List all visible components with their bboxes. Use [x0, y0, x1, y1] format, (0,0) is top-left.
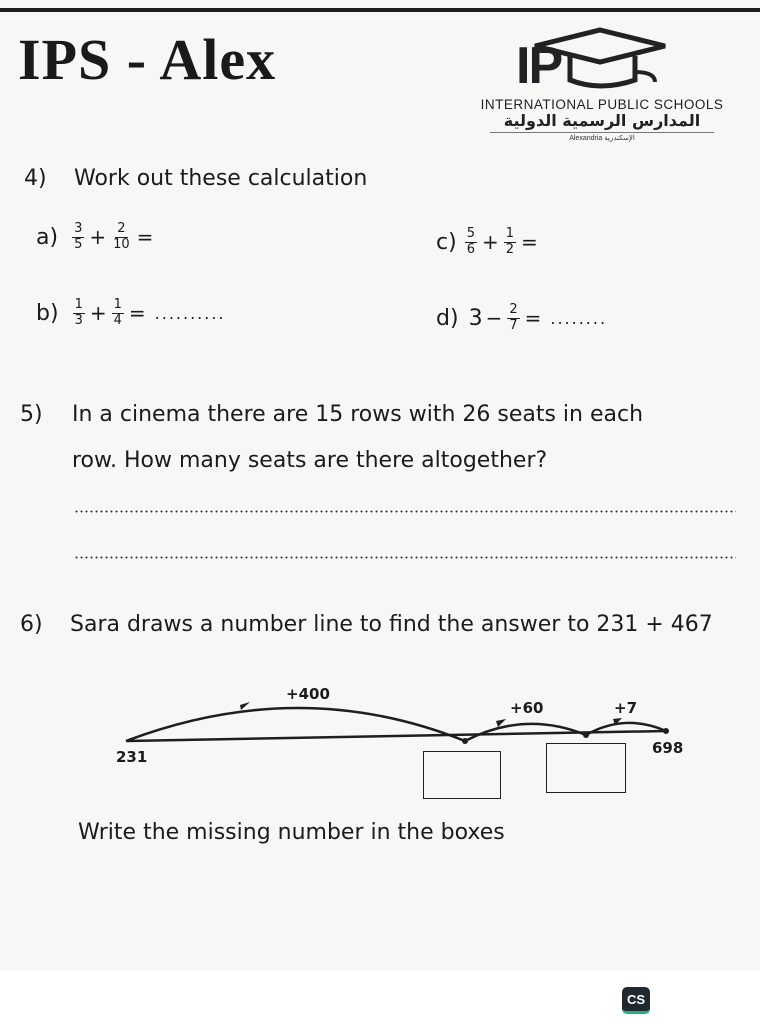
q4d-label: d): [436, 305, 459, 331]
q4b-calculation: [36, 298, 226, 329]
camscanner-badge: CS: [622, 987, 650, 1014]
logo-arabic-name: المدارس الرسمية الدولية: [503, 111, 701, 130]
jump-label-60: +60: [510, 699, 544, 717]
q4c-f2-numerator: 1: [505, 226, 515, 241]
q5-line-2: row. How many seats are there altogether?: [72, 448, 548, 473]
q4b-fraction-1: [73, 298, 85, 329]
q4b-equals: =: [128, 301, 146, 326]
q4d-calculation: [436, 303, 607, 334]
number-line: [100, 675, 720, 815]
q4c-fraction-2: [504, 227, 516, 258]
q5-line-1: In a cinema there are 15 rows with 26 seats in each: [72, 402, 644, 427]
missing-number-box-1[interactable]: [423, 751, 501, 799]
q4a-label: a): [36, 224, 59, 250]
logo-english-name: INTERNATIONAL PUBLIC SCHOOLS: [480, 97, 724, 112]
q4a-f2-denominator: 10: [113, 236, 130, 252]
q4b-fraction-2: [112, 298, 124, 329]
q4c-label: c): [436, 229, 457, 255]
q4c-equals: =: [521, 230, 538, 255]
q4c-fraction-1: [465, 227, 477, 258]
q4b-f2-numerator: 1: [113, 297, 122, 312]
graduation-cap-icon: [450, 22, 750, 100]
q4d-fraction: [507, 303, 519, 334]
point-end: [663, 728, 669, 734]
q4c-answer-field[interactable]: [547, 233, 627, 252]
q4a-calculation: [36, 222, 252, 253]
q4a-answer-field[interactable]: [162, 228, 252, 247]
q4b-f1-numerator: 1: [74, 297, 83, 312]
q4b-operator: +: [89, 301, 107, 326]
jump-arrow-400: [240, 702, 250, 710]
q4c-f2-denominator: 2: [505, 241, 515, 257]
q4d-f-numerator: 2: [509, 302, 518, 317]
q4b-answer-blank[interactable]: ..........: [154, 303, 226, 323]
q4a-f1-denominator: 5: [74, 236, 83, 252]
q5-answer-line-2[interactable]: [74, 556, 736, 559]
missing-number-box-2[interactable]: [546, 743, 626, 793]
end-label: 698: [652, 739, 684, 757]
q6-number: 6): [20, 612, 43, 637]
q4a-fraction-1: [72, 222, 84, 253]
top-rule: [0, 8, 760, 12]
q4a-equals: =: [136, 225, 154, 250]
number-line-drawing: [100, 675, 720, 815]
jump-label-400: +400: [286, 685, 330, 703]
q4d-operator: −: [485, 306, 503, 331]
q4a-operator: +: [89, 225, 107, 250]
jump-label-7: +7: [614, 699, 638, 717]
q4b-f2-denominator: 4: [113, 312, 122, 328]
q5-answer-line-1[interactable]: [74, 510, 736, 513]
q4-text: Work out these calculation: [74, 166, 368, 191]
q4c-f1-denominator: 6: [466, 241, 475, 257]
page-title: IPS - Alex: [18, 27, 277, 92]
q4c-f1-numerator: 5: [466, 226, 475, 241]
q6-text: Sara draws a number line to find the answer to 231 + 467: [70, 612, 713, 637]
start-label: 231: [116, 748, 148, 766]
q4d-answer-blank[interactable]: ........: [550, 308, 608, 328]
q4b-label: b): [36, 300, 59, 326]
logo-mark: IP: [516, 37, 562, 95]
q4c-operator: +: [481, 230, 499, 255]
point-after-400: [462, 738, 468, 744]
q4d-f-denominator: 7: [509, 317, 518, 333]
q4a-fraction-2: [111, 222, 132, 253]
q5-number: 5): [20, 402, 43, 427]
q4a-f1-numerator: 3: [74, 221, 83, 236]
q4-number: 4): [24, 166, 47, 191]
q4d-equals: =: [524, 306, 542, 331]
logo-city: Alexandria الإسكندرية: [490, 132, 714, 142]
q6-instruction: Write the missing number in the boxes: [78, 820, 505, 845]
school-logo: [450, 22, 750, 147]
q4a-f2-numerator: 2: [117, 221, 126, 236]
q4c-calculation: [436, 227, 627, 258]
point-after-60: [583, 732, 589, 738]
q4b-f1-denominator: 3: [74, 312, 83, 328]
q4d-whole-number: 3: [468, 305, 483, 331]
